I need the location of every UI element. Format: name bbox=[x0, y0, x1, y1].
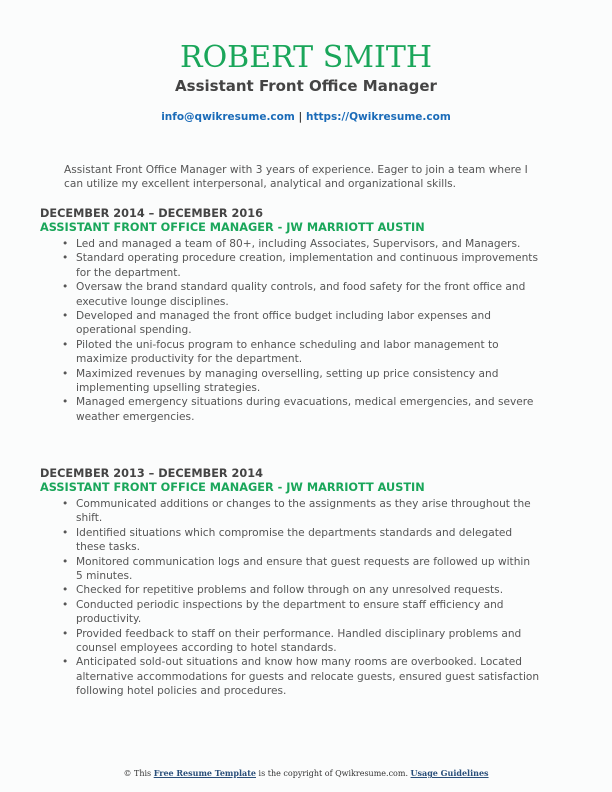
list-item: • Piloted the uni-focus program to enhance scheduling and labor management to maximize productivity for the department. bbox=[76, 338, 540, 367]
summary: Assistant Front Office Manager with 3 years of experience. Eager to join a team where I can utilize my excellent interpersonal, analytical and organizational skills. bbox=[64, 164, 528, 191]
email-link[interactable]: info@qwikresume.com bbox=[161, 111, 295, 123]
free-resume-template-link[interactable]: Free Resume Template bbox=[153, 768, 256, 778]
experience-entry bbox=[40, 467, 540, 699]
list-item: • Standard operating procedure creation, implementation and continuous improvements for the department. bbox=[76, 251, 540, 280]
candidate-title: Assistant Front Office Manager bbox=[175, 77, 437, 95]
list-item: • Maximized revenues by managing overselling, setting up price consistency and implementing upselling strategies. bbox=[76, 367, 540, 396]
job-bullets bbox=[40, 237, 540, 424]
contact-separator: | bbox=[298, 111, 303, 123]
job-dates: DECEMBER 2014 – DECEMBER 2016 bbox=[40, 207, 264, 220]
list-item: • Checked for repetitive problems and follow through on any unresolved requests. bbox=[76, 583, 540, 597]
website-link[interactable]: https://Qwikresume.com bbox=[305, 111, 451, 123]
list-item: • Communicated additions or changes to the assignments as they arise throughout the shift. bbox=[76, 497, 540, 526]
list-item: • Anticipated sold-out situations and know how many rooms are overbooked. Located alternative accommodations for guests and relocate guests, ensured guest satisfaction following hotel policies and procedures. bbox=[76, 655, 540, 698]
job-role: ASSISTANT FRONT OFFICE MANAGER - JW MARRIOTT AUSTIN bbox=[40, 481, 425, 494]
usage-guidelines-link[interactable]: Usage Guidelines bbox=[410, 768, 489, 778]
job-bullets bbox=[40, 497, 540, 699]
footer-copyright: is the copyright of Qwikresume.com. bbox=[258, 769, 408, 778]
footer bbox=[0, 768, 612, 778]
experience-entry bbox=[40, 207, 540, 424]
list-item: • Led and managed a team of 80+, including Associates, Supervisors, and Managers. bbox=[76, 237, 540, 251]
list-item: • Managed emergency situations during evacuations, medical emergencies, and severe weather emergencies. bbox=[76, 395, 540, 424]
list-item: • Conducted periodic inspections by the department to ensure staff efficiency and productivity. bbox=[76, 598, 540, 627]
job-dates: DECEMBER 2013 – DECEMBER 2014 bbox=[40, 467, 264, 480]
list-item: • Monitored communication logs and ensure that guest requests are followed up within 5 minutes. bbox=[76, 555, 540, 584]
contact-line bbox=[0, 111, 612, 123]
list-item: • Oversaw the brand standard quality controls, and food safety for the front office and executive lounge disciplines. bbox=[76, 280, 540, 309]
candidate-name: ROBERT SMITH bbox=[179, 40, 433, 75]
list-item: • Developed and managed the front office budget including labor expenses and operational spending. bbox=[76, 309, 540, 338]
list-item: • Identified situations which compromise the departments standards and delegated these tasks. bbox=[76, 526, 540, 555]
list-item: • Provided feedback to staff on their performance. Handled disciplinary problems and counsel employees according to hotel standards. bbox=[76, 627, 540, 656]
job-role: ASSISTANT FRONT OFFICE MANAGER - JW MARRIOTT AUSTIN bbox=[40, 221, 425, 234]
footer-prefix: © This bbox=[123, 769, 152, 778]
